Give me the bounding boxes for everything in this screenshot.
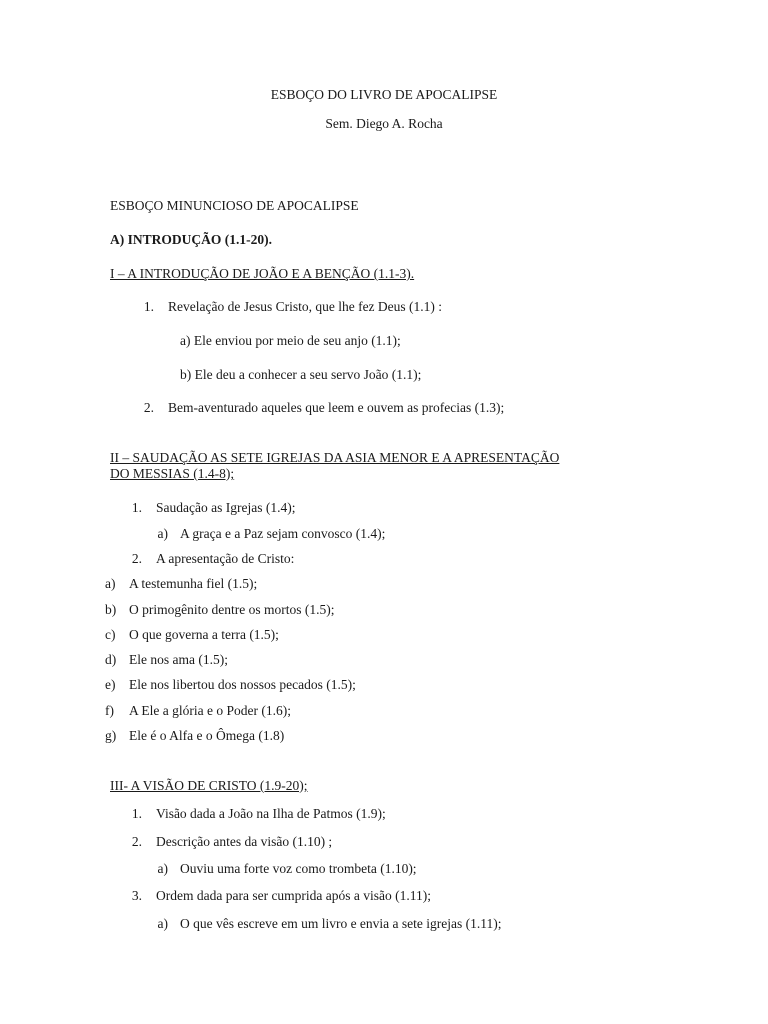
part-1-heading: I – A INTRODUÇÃO DE JOÃO E A BENÇÃO (1.1-3). — [110, 266, 415, 281]
part-2-heading-line-1: II – SAUDAÇÃO AS SETE IGREJAS DA ASIA MENOR E A APRESENTAÇÃO — [110, 450, 560, 465]
list-item: Ele nos libertou dos nossos pecados (1.5); — [129, 677, 356, 692]
list-marker: e) — [105, 677, 116, 692]
document-author: Sem. Diego A. Rocha — [325, 116, 443, 131]
list-marker: g) — [105, 728, 117, 743]
list-marker: 2. — [143, 400, 154, 415]
list-item: Visão dada a João na Ilha de Patmos (1.9); — [156, 806, 386, 821]
list-marker: 1. — [131, 806, 142, 821]
list-marker: d) — [105, 652, 117, 667]
list-item: Bem-aventurado aqueles que leem e ouvem as profecias (1.3); — [168, 400, 505, 415]
list-item: O que vês escreve em um livro e envia a sete igrejas (1.11); — [180, 916, 502, 931]
part-2-heading-line-2: DO MESSIAS (1.4-8); — [110, 466, 235, 481]
list-item: A Ele a glória e o Poder (1.6); — [129, 703, 291, 718]
list-item: O que governa a terra (1.5); — [129, 627, 279, 642]
list-marker: 3. — [131, 888, 142, 903]
list-item: Descrição antes da visão (1.10) ; — [156, 834, 333, 849]
list-item: Ele nos ama (1.5); — [129, 652, 228, 667]
list-marker: f) — [105, 703, 114, 718]
list-item: b) Ele deu a conhecer a seu servo João (1.1); — [180, 367, 422, 382]
list-item: A apresentação de Cristo: — [156, 551, 295, 566]
list-marker: b) — [105, 602, 117, 617]
document-title: ESBOÇO DO LIVRO DE APOCALIPSE — [270, 87, 498, 102]
list-marker: a) — [157, 526, 168, 541]
list-marker: c) — [105, 627, 116, 642]
list-item: A graça e a Paz sejam convosco (1.4); — [180, 526, 386, 541]
list-item: A testemunha fiel (1.5); — [129, 576, 258, 591]
section-a-heading: A) INTRODUÇÃO (1.1-20). — [110, 232, 272, 247]
list-item: Ouviu uma forte voz como trombeta (1.10); — [180, 861, 417, 876]
list-item: O primogênito dentre os mortos (1.5); — [129, 602, 335, 617]
list-marker: 2. — [131, 834, 142, 849]
list-item: Ele é o Alfa e o Ômega (1.8) — [129, 728, 285, 743]
list-marker: 1. — [131, 500, 142, 515]
list-item: Revelação de Jesus Cristo, que lhe fez Deus (1.1) : — [168, 299, 443, 314]
list-marker: a) — [157, 916, 168, 931]
list-marker: a) — [157, 861, 168, 876]
list-marker: a) — [105, 576, 116, 591]
outline-subtitle: ESBOÇO MINUNCIOSO DE APOCALIPSE — [110, 198, 359, 213]
list-marker: 1. — [143, 299, 154, 314]
part-3-heading: III- A VISÃO DE CRISTO (1.9-20); — [110, 778, 308, 793]
list-item: Saudação as Igrejas (1.4); — [156, 500, 296, 515]
list-item: Ordem dada para ser cumprida após a visão (1.11); — [156, 888, 432, 903]
list-item: a) Ele enviou por meio de seu anjo (1.1); — [180, 333, 401, 348]
list-marker: 2. — [131, 551, 142, 566]
